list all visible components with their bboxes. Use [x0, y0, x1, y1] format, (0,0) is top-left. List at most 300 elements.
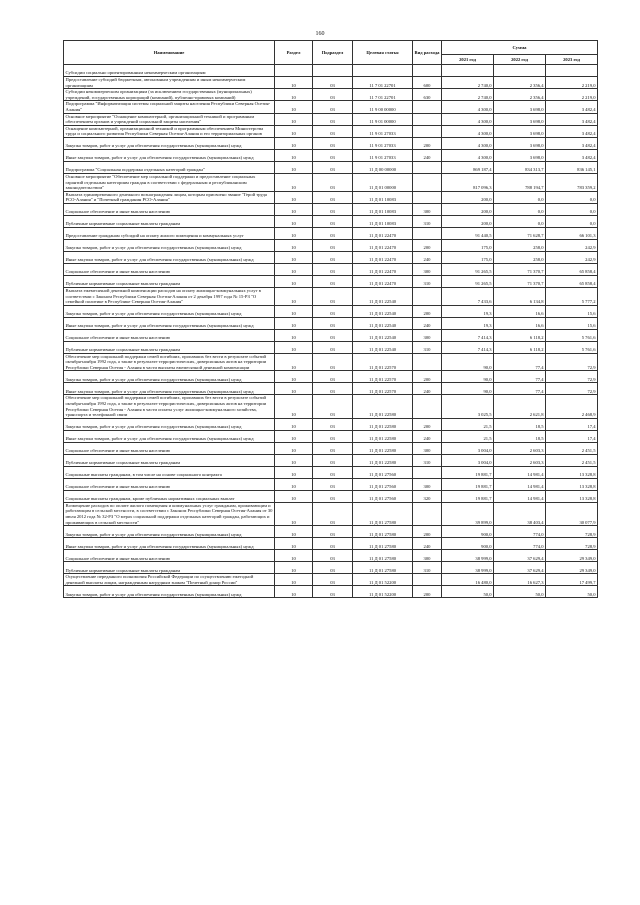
row-amount-2021: 21,5 — [442, 418, 494, 430]
row-subsection: 03 — [313, 371, 353, 383]
row-amount-2023: 242,9 — [546, 239, 598, 251]
row-subsection: 03 — [313, 287, 353, 305]
row-subsection: 03 — [313, 430, 353, 442]
row-target-article: 11 Д 01 27560 — [353, 478, 413, 490]
table-row — [64, 371, 598, 383]
row-section: 10 — [275, 149, 313, 161]
row-amount-2021: 91 265,5 — [442, 263, 494, 275]
row-expense-type: 240 — [413, 149, 442, 161]
row-amount-2023: 2 451,5 — [546, 442, 598, 454]
header-subsection: Подраздел — [313, 41, 353, 65]
row-amount-2021: 4 300,0 — [442, 149, 494, 161]
row-section: 10 — [275, 173, 313, 191]
row-name: Публичные нормативные социальные выплаты гражданам — [64, 275, 275, 287]
row-section: 10 — [275, 454, 313, 466]
row-subsection: 03 — [313, 173, 353, 191]
row-name: Иные закупки товаров, работ и услуг для обеспечения государственных (муниципальных) нужд — [64, 317, 275, 329]
table-row — [64, 251, 598, 263]
row-amount-2022: 2 603,3 — [494, 442, 546, 454]
table-row — [64, 562, 598, 574]
row-name: Публичные нормативные социальные выплаты гражданам — [64, 562, 275, 574]
row-subsection: 03 — [313, 215, 353, 227]
row-subsection: 03 — [313, 263, 353, 275]
row-target-article: 11 Д 01 22580 — [353, 418, 413, 430]
row-name: Основное мероприятие "Оснащение компьютерной, организационной техникой и программным обеспечением органов и учреждений социальной защиты населения" — [64, 113, 275, 125]
row-amount-2023: 29 349,0 — [546, 562, 598, 574]
row-amount-2021: 869 187,4 — [442, 161, 494, 173]
row-amount-2021: 90,0 — [442, 383, 494, 395]
row-expense-type — [413, 161, 442, 173]
header-section: Раздел — [275, 41, 313, 65]
row-section: 10 — [275, 89, 313, 101]
row-expense-type — [413, 574, 442, 586]
row-subsection: 03 — [313, 101, 353, 113]
row-subsection: 03 — [313, 442, 353, 454]
row-name: Социальное обеспечение и иные выплаты населению — [64, 442, 275, 454]
row-amount-2023: 17,4 — [546, 430, 598, 442]
row-amount-2023: 0,0 — [546, 215, 598, 227]
row-subsection: 03 — [313, 454, 353, 466]
table-row — [64, 287, 598, 305]
row-section: 10 — [275, 275, 313, 287]
row-amount-2021 — [442, 65, 494, 77]
row-target-article: 11 Д 01 22470 — [353, 263, 413, 275]
row-name: Возмещение расходов по оплате жилого помещения и коммунальных услуг гражданам, проживающим и работающим в сельской местности, в соответствии с Законом Республики Северная Осетия-Алания от 30 июля 2012 года № 32-РЗ "О мерах социальной поддержки отдельных категорий граждан, работающих и проживающих в сельской местности" — [64, 502, 275, 525]
row-name: Субсидии некоммерческим организациям (за исключением государственных (муниципальных) учреждений, государственных корпораций (компаний), публично-правовых компаний) — [64, 89, 275, 101]
row-amount-2022: 2 356,4 — [494, 77, 546, 89]
row-amount-2021: 2 740,0 — [442, 77, 494, 89]
row-expense-type — [413, 191, 442, 203]
row-name: Иные закупки товаров, работ и услуг для обеспечения государственных (муниципальных) нужд — [64, 383, 275, 395]
row-amount-2021: 21,5 — [442, 430, 494, 442]
row-amount-2023: 13 328,8 — [546, 466, 598, 478]
row-amount-2023: 2 451,5 — [546, 454, 598, 466]
row-section: 10 — [275, 502, 313, 525]
row-target-article: 11 Д 01 22540 — [353, 317, 413, 329]
row-section: 10 — [275, 562, 313, 574]
row-amount-2022: 6 118,2 — [494, 341, 546, 353]
row-subsection: 03 — [313, 478, 353, 490]
row-name: Предоставление гражданам субсидий на оплату жилого помещения и коммунальных услуг — [64, 227, 275, 239]
row-expense-type — [413, 101, 442, 113]
row-amount-2023: 783 359,2 — [546, 173, 598, 191]
table-row — [64, 526, 598, 538]
row-section: 10 — [275, 395, 313, 418]
row-target-article: 11 Д 01 27580 — [353, 526, 413, 538]
row-amount-2022: 774,0 — [494, 526, 546, 538]
row-section: 10 — [275, 137, 313, 149]
row-amount-2022: 38 403,4 — [494, 502, 546, 525]
row-amount-2023: 3 482,4 — [546, 137, 598, 149]
row-amount-2023: 5 761,6 — [546, 341, 598, 353]
table-row — [64, 466, 598, 478]
row-amount-2021: 7 414,3 — [442, 341, 494, 353]
header-year-2022: 2022 год — [494, 55, 546, 65]
header-sum: Сумма — [442, 41, 598, 55]
row-name: Осуществление переданного полномочия Российской Федерации по осуществлению ежегодной денежной выплаты лицам, награжденным нагрудным знаком "Почетный донор России" — [64, 574, 275, 586]
table-row — [64, 454, 598, 466]
row-target-article: 11 Д 01 52200 — [353, 586, 413, 598]
row-name: Подпрограмма "Социальная поддержка отдельных категорий граждан" — [64, 161, 275, 173]
row-amount-2021: 175,0 — [442, 251, 494, 263]
row-expense-type: 300 — [413, 442, 442, 454]
row-subsection: 03 — [313, 125, 353, 137]
row-amount-2022: 14 981,4 — [494, 478, 546, 490]
header-name: Наименование — [64, 41, 275, 65]
row-name: Социальное обеспечение и иные выплаты населению — [64, 203, 275, 215]
row-subsection: 03 — [313, 466, 353, 478]
row-name: Подпрограмма "Информатизация системы социальной защиты населения Республики Северная Осетия-Алания" — [64, 101, 275, 113]
row-name: Социальное обеспечение и иные выплаты населению — [64, 478, 275, 490]
row-amount-2022: 2 356,4 — [494, 89, 546, 101]
row-section: 10 — [275, 125, 313, 137]
row-target-article: 11 Д 01 22580 — [353, 395, 413, 418]
row-subsection: 03 — [313, 502, 353, 525]
row-expense-type: 600 — [413, 77, 442, 89]
table-row — [64, 65, 598, 77]
row-section: 10 — [275, 239, 313, 251]
row-amount-2021: 19,3 — [442, 305, 494, 317]
row-subsection: 03 — [313, 341, 353, 353]
row-section: 10 — [275, 77, 313, 89]
row-expense-type — [413, 113, 442, 125]
row-amount-2023: 3 482,4 — [546, 125, 598, 137]
row-amount-2022: 0,0 — [494, 191, 546, 203]
row-name: Социальное обеспечение и иные выплаты населению — [64, 329, 275, 341]
row-section: 10 — [275, 215, 313, 227]
row-amount-2022: 71 628,7 — [494, 227, 546, 239]
row-expense-type — [413, 125, 442, 137]
table-row — [64, 161, 598, 173]
row-section: 10 — [275, 538, 313, 550]
row-amount-2021: 175,0 — [442, 239, 494, 251]
row-expense-type: 300 — [413, 263, 442, 275]
row-subsection: 03 — [313, 149, 353, 161]
row-section: 10 — [275, 287, 313, 305]
row-amount-2021: 19 881,7 — [442, 466, 494, 478]
row-subsection: 03 — [313, 562, 353, 574]
row-expense-type: 200 — [413, 239, 442, 251]
row-amount-2023: 17,4 — [546, 418, 598, 430]
row-target-article: 11 9 00 00000 — [353, 101, 413, 113]
table-row — [64, 490, 598, 502]
row-expense-type: 630 — [413, 89, 442, 101]
table-row — [64, 263, 598, 275]
row-target-article: 11 Д 01 22470 — [353, 275, 413, 287]
row-amount-2021: 4 300,0 — [442, 101, 494, 113]
row-name: Предоставление субсидий бюджетным, автономным учреждениям и иным некоммерческим организациям — [64, 77, 275, 89]
row-amount-2022: 258,0 — [494, 239, 546, 251]
row-target-article: 11 Д 01 10083 — [353, 191, 413, 203]
row-section: 10 — [275, 442, 313, 454]
row-amount-2023: 17 499,7 — [546, 574, 598, 586]
row-amount-2022: 16,6 — [494, 317, 546, 329]
row-amount-2021: 4 300,0 — [442, 113, 494, 125]
row-amount-2022: 37 629,4 — [494, 562, 546, 574]
row-amount-2021: 200,0 — [442, 203, 494, 215]
row-amount-2021: 16 480,0 — [442, 574, 494, 586]
row-section: 10 — [275, 490, 313, 502]
table-row — [64, 550, 598, 562]
row-amount-2023: 30 077,9 — [546, 502, 598, 525]
row-amount-2022: 3 698,0 — [494, 149, 546, 161]
row-target-article: 11 9 01 27033 — [353, 149, 413, 161]
row-target-article: 11 Д 01 22540 — [353, 305, 413, 317]
row-expense-type: 310 — [413, 215, 442, 227]
table-row — [64, 125, 598, 137]
row-section: 10 — [275, 263, 313, 275]
row-expense-type — [413, 287, 442, 305]
row-subsection: 03 — [313, 538, 353, 550]
row-expense-type — [413, 173, 442, 191]
row-expense-type: 310 — [413, 341, 442, 353]
row-section: 10 — [275, 317, 313, 329]
row-name: Основное мероприятие "Обеспечение мер социальной поддержки и предоставление социальных гарантий отдельным категориям граждан в соответствии с федеральным и республиканским законодательством" — [64, 173, 275, 191]
page-number: 160 — [315, 31, 325, 37]
row-expense-type: 240 — [413, 251, 442, 263]
table-row — [64, 215, 598, 227]
row-amount-2021: 19 881,7 — [442, 478, 494, 490]
row-section: 10 — [275, 305, 313, 317]
row-subsection: 03 — [313, 550, 353, 562]
row-name: Оснащение компьютерной, организационной техникой и программным обеспечением Министерства труда и социального развития Республики Северная Осетия-Алания и его территориальных органов — [64, 125, 275, 137]
row-name: Субсидии социально ориентированным некоммерческим организациям — [64, 65, 275, 77]
header-year-2021: 2021 год — [442, 55, 494, 65]
header-target-article: Целевая статья — [353, 41, 413, 65]
row-name: Обеспечение мер социальной поддержки семей погибших, пропавших без вести в результате событий октября-ноября 1992 года, а также в результате террористических, диверсионных актов на территории Республики Северная Осетия - Алания в части выплаты ежемесячной денежной компенсации — [64, 353, 275, 371]
row-amount-2022: 2 603,3 — [494, 454, 546, 466]
row-name: Иные закупки товаров, работ и услуг для обеспечения государственных (муниципальных) нужд — [64, 149, 275, 161]
row-name: Выплата единовременного денежного вознаграждения лицам, которым присвоено звание "Герой труда РСО-Алания" и "Почетный гражданин РСО-Алания" — [64, 191, 275, 203]
row-amount-2023: 5 777,2 — [546, 287, 598, 305]
row-amount-2022: 3 698,0 — [494, 137, 546, 149]
row-amount-2022: 0,0 — [494, 215, 546, 227]
row-amount-2022: 6 134,8 — [494, 287, 546, 305]
row-expense-type: 310 — [413, 454, 442, 466]
row-name: Закупка товаров, работ и услуг для обеспечения государственных (муниципальных) нужд — [64, 239, 275, 251]
row-amount-2021: 900,0 — [442, 526, 494, 538]
table-row — [64, 418, 598, 430]
row-amount-2021: 2 740,0 — [442, 89, 494, 101]
row-subsection: 03 — [313, 275, 353, 287]
row-amount-2022: 50,0 — [494, 586, 546, 598]
row-amount-2023: 50,0 — [546, 586, 598, 598]
row-expense-type — [413, 466, 442, 478]
row-name: Публичные нормативные социальные выплаты гражданам — [64, 341, 275, 353]
table-row — [64, 137, 598, 149]
row-amount-2023: 72,9 — [546, 383, 598, 395]
row-expense-type: 200 — [413, 371, 442, 383]
row-expense-type: 300 — [413, 478, 442, 490]
row-amount-2022: 14 981,4 — [494, 490, 546, 502]
row-expense-type: 200 — [413, 526, 442, 538]
row-amount-2022: 0,0 — [494, 203, 546, 215]
row-amount-2023: 72,9 — [546, 353, 598, 371]
row-name: Социальные выплаты гражданам, кроме публичных нормативных социальных выплат — [64, 490, 275, 502]
row-name: Иные закупки товаров, работ и услуг для обеспечения государственных (муниципальных) нужд — [64, 538, 275, 550]
row-section: 10 — [275, 329, 313, 341]
row-section: 10 — [275, 371, 313, 383]
row-amount-2021: 91 440,5 — [442, 227, 494, 239]
row-section: 10 — [275, 430, 313, 442]
row-subsection: 03 — [313, 305, 353, 317]
row-target-article: 11 Д 01 22580 — [353, 454, 413, 466]
row-name: Социальное обеспечение и иные выплаты населению — [64, 550, 275, 562]
row-section: 10 — [275, 191, 313, 203]
row-name: Закупка товаров, работ и услуг для обеспечения государственных (муниципальных) нужд — [64, 418, 275, 430]
table-row — [64, 341, 598, 353]
row-amount-2022: 71 370,7 — [494, 275, 546, 287]
row-amount-2023: 242,9 — [546, 251, 598, 263]
table-row — [64, 353, 598, 371]
table-row — [64, 173, 598, 191]
row-target-article: 11 Д 01 27560 — [353, 466, 413, 478]
row-amount-2022: 16,6 — [494, 305, 546, 317]
row-target-article: 11 7 01 22701 — [353, 89, 413, 101]
row-amount-2023: 15,6 — [546, 305, 598, 317]
row-amount-2022: 774,0 — [494, 538, 546, 550]
row-expense-type — [413, 502, 442, 525]
row-subsection: 03 — [313, 329, 353, 341]
row-amount-2021: 38 999,0 — [442, 562, 494, 574]
row-target-article: 11 Д 01 22580 — [353, 442, 413, 454]
row-expense-type — [413, 395, 442, 418]
row-subsection: 03 — [313, 574, 353, 586]
row-expense-type — [413, 227, 442, 239]
row-expense-type — [413, 353, 442, 371]
row-amount-2023: 65 858,4 — [546, 263, 598, 275]
row-amount-2023: 13 328,8 — [546, 478, 598, 490]
row-target-article: 11 Д 01 22570 — [353, 371, 413, 383]
row-amount-2022: 6 118,2 — [494, 329, 546, 341]
row-amount-2021: 39 899,0 — [442, 502, 494, 525]
row-expense-type: 240 — [413, 383, 442, 395]
row-amount-2023: 72,9 — [546, 371, 598, 383]
row-amount-2023: 3 482,4 — [546, 149, 598, 161]
row-amount-2023: 0,0 — [546, 203, 598, 215]
row-name: Социальное обеспечение и иные выплаты населению — [64, 263, 275, 275]
table-row — [64, 442, 598, 454]
row-expense-type: 240 — [413, 430, 442, 442]
row-amount-2021: 90,0 — [442, 353, 494, 371]
table-row — [64, 305, 598, 317]
table-row — [64, 574, 598, 586]
row-subsection: 03 — [313, 239, 353, 251]
row-target-article: 11 Д 01 22470 — [353, 239, 413, 251]
row-section: 10 — [275, 526, 313, 538]
row-amount-2021: 50,0 — [442, 586, 494, 598]
row-amount-2023: 15,6 — [546, 317, 598, 329]
row-name: Закупка товаров, работ и услуг для обеспечения государственных (муниципальных) нужд — [64, 137, 275, 149]
table-body — [64, 65, 598, 598]
row-amount-2022: 18,5 — [494, 430, 546, 442]
table-row — [64, 383, 598, 395]
row-target-article: 11 Д 01 22470 — [353, 227, 413, 239]
table-row — [64, 77, 598, 89]
row-section: 10 — [275, 550, 313, 562]
row-amount-2022: 71 370,7 — [494, 263, 546, 275]
row-subsection: 03 — [313, 395, 353, 418]
header-year-2023: 2023 год — [546, 55, 598, 65]
row-amount-2021: 38 999,0 — [442, 550, 494, 562]
row-amount-2022: 37 629,4 — [494, 550, 546, 562]
table-row — [64, 239, 598, 251]
header-expense-type: Вид расхода — [413, 41, 442, 65]
row-subsection: 03 — [313, 77, 353, 89]
row-amount-2022: 3 698,0 — [494, 101, 546, 113]
row-name: Закупка товаров, работ и услуг для обеспечения государственных (муниципальных) нужд — [64, 371, 275, 383]
row-section: 10 — [275, 383, 313, 395]
row-amount-2022: 2 621,8 — [494, 395, 546, 418]
row-subsection: 03 — [313, 490, 353, 502]
row-name: Обеспечение мер социальной поддержки семей погибших, пропавших без вести в результате событий октября-ноября 1992 года, а также в результате террористических, диверсионных актов на территории Республики Северная Осетия - Алания в части оплаты услуг жилищно-коммунального хозяйства, транспорта и телефонной связи — [64, 395, 275, 418]
row-amount-2021: 19 881,7 — [442, 490, 494, 502]
row-amount-2022: 834 313,7 — [494, 161, 546, 173]
row-expense-type: 300 — [413, 329, 442, 341]
row-target-article: 11 Д 01 27560 — [353, 490, 413, 502]
row-section: 10 — [275, 574, 313, 586]
row-amount-2021: 817 096,3 — [442, 173, 494, 191]
row-target-article: 11 Д 00 00000 — [353, 161, 413, 173]
row-amount-2021: 19,3 — [442, 317, 494, 329]
row-target-article: 11 Д 01 22470 — [353, 251, 413, 263]
row-amount-2021: 7 414,3 — [442, 329, 494, 341]
row-amount-2023: 66 101,3 — [546, 227, 598, 239]
table-row — [64, 329, 598, 341]
row-section: 10 — [275, 478, 313, 490]
row-target-article: 11 Д 01 22540 — [353, 329, 413, 341]
row-amount-2021: 91 265,5 — [442, 275, 494, 287]
row-target-article: 11 Д 01 00000 — [353, 173, 413, 191]
row-subsection — [313, 65, 353, 77]
row-subsection: 03 — [313, 586, 353, 598]
table-row — [64, 502, 598, 525]
row-subsection: 03 — [313, 161, 353, 173]
row-amount-2021: 4 300,0 — [442, 137, 494, 149]
row-amount-2022 — [494, 65, 546, 77]
row-target-article: 11 Д 01 27580 — [353, 538, 413, 550]
budget-table — [63, 40, 598, 598]
row-name: Иные закупки товаров, работ и услуг для обеспечения государственных (муниципальных) нужд — [64, 251, 275, 263]
row-target-article — [353, 65, 413, 77]
row-amount-2023: 5 761,6 — [546, 329, 598, 341]
row-amount-2022: 14 981,4 — [494, 466, 546, 478]
row-name: Публичные нормативные социальные выплаты гражданам — [64, 215, 275, 227]
row-amount-2021: 200,0 — [442, 215, 494, 227]
row-amount-2023: 728,9 — [546, 526, 598, 538]
row-expense-type: 200 — [413, 305, 442, 317]
row-amount-2023: 728,9 — [546, 538, 598, 550]
row-section: 10 — [275, 101, 313, 113]
row-expense-type: 300 — [413, 550, 442, 562]
row-target-article: 11 9 01 27033 — [353, 125, 413, 137]
row-target-article: 11 Д 01 22540 — [353, 341, 413, 353]
row-expense-type: 320 — [413, 490, 442, 502]
row-target-article: 11 Д 01 10083 — [353, 215, 413, 227]
table-row — [64, 203, 598, 215]
row-section: 10 — [275, 113, 313, 125]
row-expense-type: 200 — [413, 418, 442, 430]
table-row — [64, 149, 598, 161]
row-subsection: 03 — [313, 227, 353, 239]
row-section: 10 — [275, 353, 313, 371]
row-amount-2023: 0,0 — [546, 191, 598, 203]
table-row — [64, 113, 598, 125]
row-section: 10 — [275, 161, 313, 173]
row-target-article: 11 9 01 27033 — [353, 137, 413, 149]
row-amount-2023: 65 858,4 — [546, 275, 598, 287]
row-amount-2022: 18,5 — [494, 418, 546, 430]
